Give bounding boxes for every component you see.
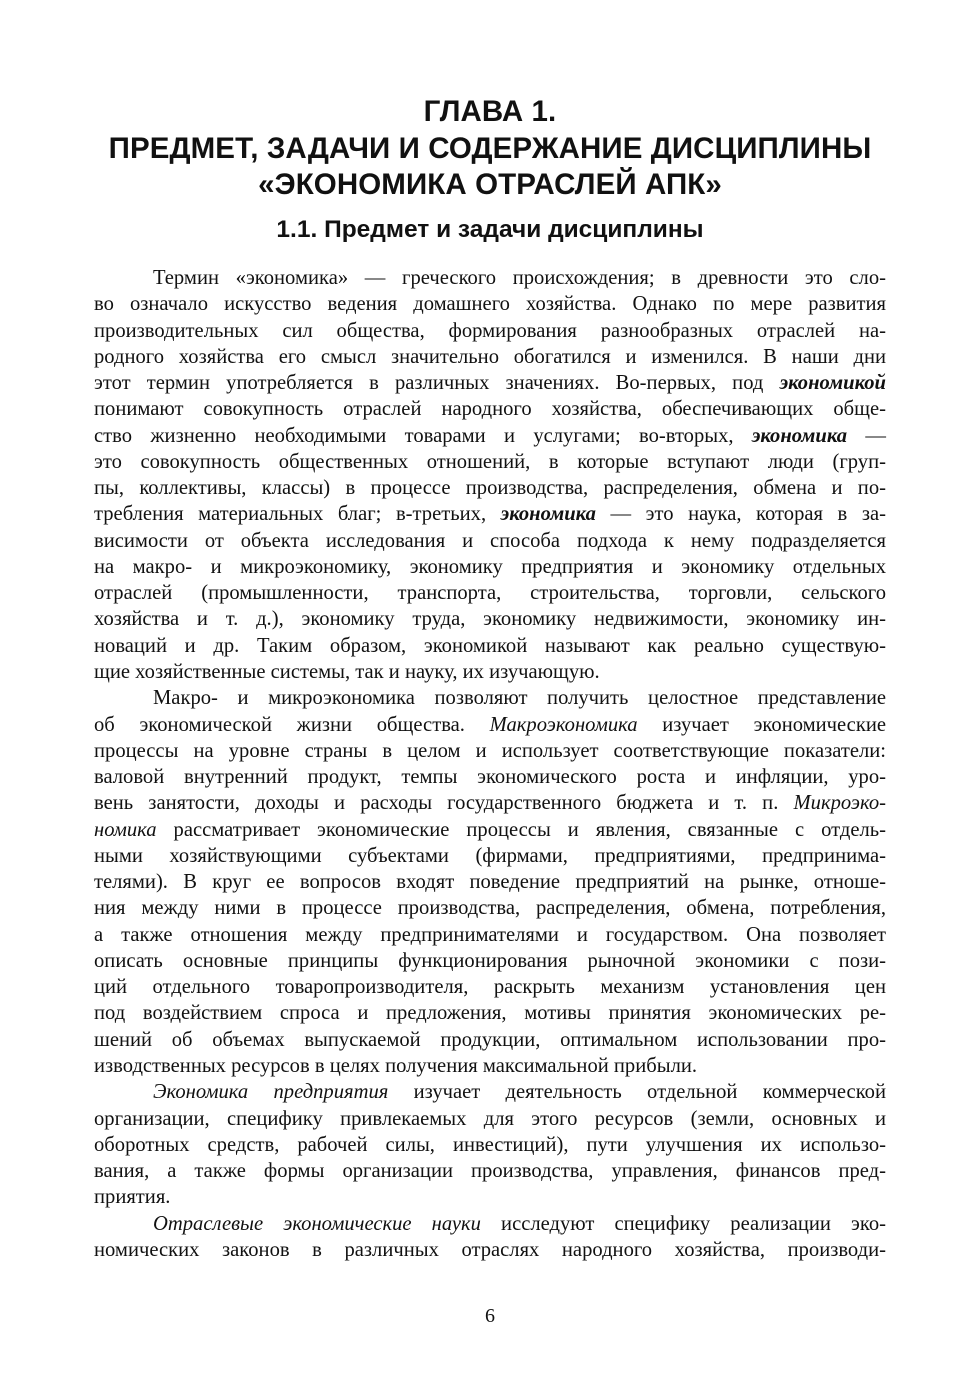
text-line: об экономической жизни общества. Макроэкономика изучает экономические [94, 713, 886, 736]
chapter-title-line: «ЭКОНОМИКА ОТРАСЛЕЙ АПК» [258, 168, 722, 201]
text-line: валовой внутренний продукт, темпы экономического роста и инфляции, уро- [94, 766, 886, 789]
chapter-title [60, 94, 920, 204]
text-line: новаций и др. Таким образом, экономикой называют как реально существую- [94, 634, 886, 657]
text-line: Отраслевые экономические науки исследуют специфику реализации эко- [153, 1212, 887, 1235]
term-emphasis: экономикой [779, 372, 886, 395]
text-line: отраслей (промышленности, транспорта, строительства, торговли, сельского [94, 582, 886, 605]
paragraph [94, 1079, 886, 1210]
term-emphasis: экономика [500, 503, 596, 526]
text-line: ство жизненно необходимыми товарами и услугами; во-вторых, экономика — [94, 424, 886, 447]
text-line: ными хозяйствующими субъектами (фирмами, предприятиями, предпринима- [94, 844, 886, 867]
term-italic: Экономика предприятия [153, 1081, 389, 1104]
text-line: ния между ними в процессе производства, распределения, обмена, потребления, [94, 897, 886, 920]
text-line: оборотных средств, рабочей силы, инвестиций), пути улучшения их использо- [94, 1133, 886, 1156]
text-line: телями). В круг ее вопросов входят поведение предприятий на рынке, отноше- [94, 871, 886, 894]
text-line: шений об объемах выпускаемой продукции, оптимальном использовании про- [94, 1028, 886, 1051]
paragraph [94, 1211, 886, 1264]
text-line: Макро- и микроэкономика позволяют получить целостное представление [153, 687, 886, 710]
text-line: производительных сил общества, формирования разнообразных отраслей на- [94, 319, 886, 342]
text-line: номических законов в различных отраслях народного хозяйства, производи- [94, 1238, 886, 1261]
text-line: описать основные принципы функционирования рыночной экономики с пози- [94, 949, 886, 972]
text-line: это совокупность общественных отношений, в которые вступают люди (груп- [94, 450, 886, 473]
text-line: номика рассматривает экономические процессы и явления, связанные с отдель- [94, 818, 886, 841]
text-line: вания, а также формы организации производства, управления, финансов пред- [94, 1160, 886, 1183]
text-line: понимают совокупность отраслей народного хозяйства, обеспечивающих обще- [94, 398, 886, 421]
text-line: Термин «экономика» — греческого происхождения; в древности это сло- [153, 267, 886, 289]
text-line: висимости от объекта исследования и способа подхода к нему подразделяется [94, 529, 886, 552]
page-number: 6 [485, 1305, 495, 1327]
term-emphasis: экономика [751, 424, 848, 447]
text-line: под воздействием спроса и предложения, мотивы принятия экономических ре- [94, 1002, 886, 1025]
text-line: требления материальных благ; в-третьих, экономика — это наука, которая в за- [94, 503, 886, 526]
body-text [94, 265, 886, 1263]
text-line: хозяйства и т. д.), экономику труда, экономику недвижимости, экономику ин- [94, 608, 886, 631]
text-line: приятия. [94, 1186, 171, 1209]
text-line: организации, специфику привлекаемых для этого ресурсов (земли, основных и [94, 1107, 886, 1130]
text-line: этот термин употребляется в различных значениях. Во-первых, под экономикой [94, 372, 886, 395]
paragraph [94, 265, 886, 685]
text-line: вень занятости, доходы и расходы государственного бюджета и т. п. Микроэко- [94, 792, 886, 815]
text-line: на макро- и микроэкономику, экономику предприятия и экономику отдельных [94, 555, 886, 578]
text-line: процессы на уровне страны в целом и использует соответствующие показатели: [94, 739, 886, 762]
chapter-title-line: ПРЕДМЕТ, ЗАДАЧИ И СОДЕРЖАНИЕ ДИСЦИПЛИНЫ [108, 131, 872, 165]
term-italic: Микроэко- [793, 792, 886, 815]
text-line: родного хозяйства его смысл значительно обогатился и изменился. В наши дни [94, 345, 886, 368]
text-line: щие хозяйственные системы, так и науку, их изучающую. [94, 660, 600, 683]
text-line: изводственных ресурсов в целях получения максимальной прибыли. [94, 1054, 698, 1077]
term-italic: Отраслевые экономические науки [153, 1212, 481, 1235]
text-line: Экономика предприятия изучает деятельность отдельной коммерческой [153, 1081, 886, 1104]
text-line: пы, коллективы, классы) в процессе производства, распределения, обмена и по- [94, 477, 886, 500]
chapter-title-line: ГЛАВА 1. [423, 95, 557, 128]
text-line: ций отдельного товаропроизводителя, раскрыть механизм установления цен [94, 976, 886, 999]
paragraph [94, 685, 886, 1079]
text-line: а также отношения между предпринимателями и государством. Она позволяет [94, 923, 886, 946]
term-italic: Макроэкономика [489, 713, 638, 736]
term-italic: номика [94, 818, 157, 841]
text-line: во означало искусство ведения домашнего хозяйства. Однако по мере развития [94, 293, 886, 316]
section-title: 1.1. Предмет и задачи дисциплины [276, 216, 704, 243]
